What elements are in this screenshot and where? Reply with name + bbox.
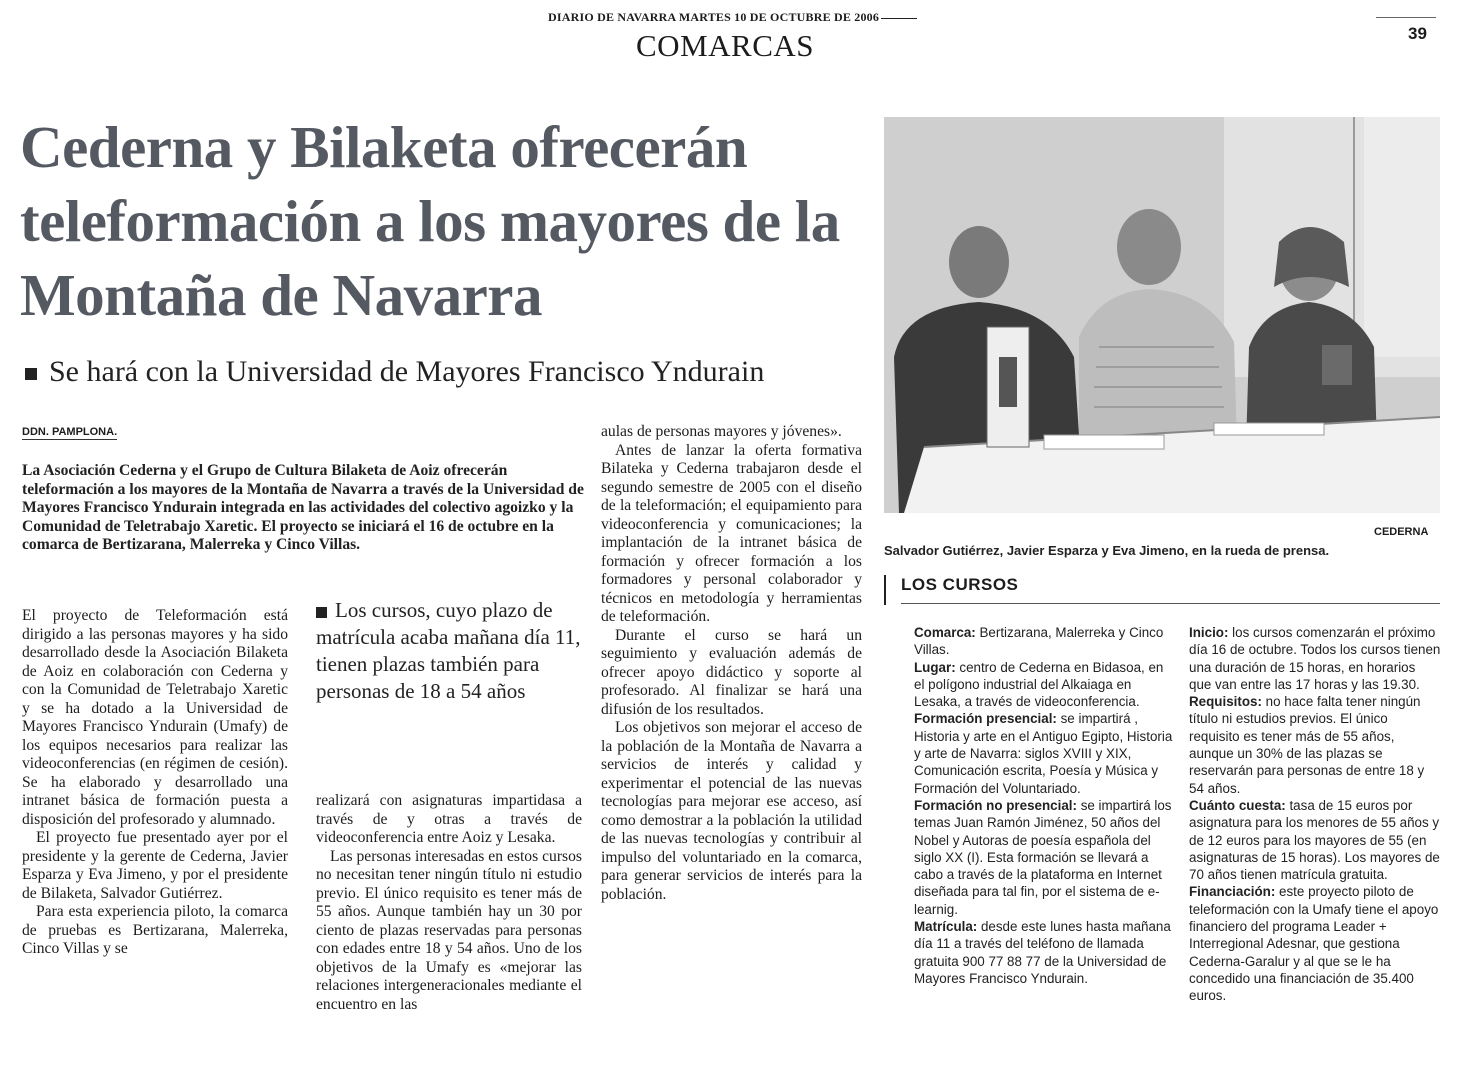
box-item-text: los cursos comenzarán el próximo día 16 de octubre. Todos los cursos tienen una duración de 15 horas, en horarios que van entre las 17 horas y las 19.30. bbox=[1189, 625, 1441, 692]
box-item bbox=[914, 624, 1174, 659]
photo-caption: Salvador Gutiérrez, Javier Esparza y Eva Jimeno, en la rueda de prensa. bbox=[884, 543, 1330, 558]
body-paragraph: El proyecto fue presentado ayer por el presidente y la gerente de Cederna, Javier Esparza y Eva Jimeno, y por el presidente de Bilaketa, Salvador Gutiérrez. bbox=[22, 829, 288, 902]
press-conference-photo bbox=[884, 117, 1440, 513]
box-column-1 bbox=[914, 624, 1174, 987]
box-item bbox=[1189, 883, 1441, 1004]
box-item-label: Matrícula: bbox=[914, 919, 978, 935]
box-item-label: Inicio: bbox=[1189, 625, 1229, 640]
box-item-text: este proyecto piloto de teleformación con la Umafy tiene el apoyo financiero del programa Leader + Interregional Adesnar, que gestiona Cederna-Garalur y al que se le ha concedido una financiación de 35.400 euros. bbox=[1189, 884, 1439, 1004]
box-item-text: se impartirá los temas Juan Ramón Jiménez, 50 años del Nobel y Autoras de poesía española del siglo XX (I). Esta formación se llevará a cabo a través de la plataforma en Internet diseñada para tal fin, por el sistema de e-learnig. bbox=[914, 797, 1172, 917]
section-title: COMARCAS bbox=[636, 28, 814, 63]
page-number: 39 bbox=[1408, 24, 1427, 43]
subheadline-text: Se hará con la Universidad de Mayores Francisco Yndurain bbox=[49, 355, 765, 388]
headline: Cederna y Bilaketa ofrecerán teleformación a los mayores de la Montaña de Navarra bbox=[20, 114, 840, 328]
body-paragraph: Para esta experiencia piloto, la comarca de pruebas es Bertizarana, Malerreka, Cinco Villas y se bbox=[22, 903, 288, 957]
box-item-label: Requisitos: bbox=[1189, 694, 1262, 710]
body-paragraph: Antes de lanzar la oferta formativa Bilateka y Cederna trabajaron desde el segundo semestre de 2005 con el diseño de la teleformación; el equipamiento para videoconferencia y comunicaciones; la implantación de la intranet básica de formación y ofrecer formación a los formadores y personal colaborador y técnicos en metodología y herramientas de teleformación. bbox=[601, 441, 862, 625]
photo-image bbox=[884, 117, 1440, 513]
masthead bbox=[548, 10, 948, 25]
box-item bbox=[914, 710, 1174, 796]
byline: DDN. PAMPLONA. bbox=[22, 426, 118, 438]
box-item bbox=[914, 797, 1174, 918]
box-item-text: tasa de 15 euros por asignatura para los menores de 55 años y de 12 euros para los mayores de 55 (en asignaturas de 15 horas). Los mayores de 70 años tienen matrícula gratuita. bbox=[1189, 797, 1440, 883]
box-accent-rule bbox=[884, 575, 886, 605]
box-item-label: Comarca: bbox=[914, 625, 976, 640]
top-rule bbox=[1376, 17, 1436, 18]
box-item-text: Bertizarana, Malerreka y Cinco Villas. bbox=[914, 625, 1164, 658]
box-item-label: Lugar: bbox=[914, 659, 956, 675]
box-column-2 bbox=[1189, 624, 1441, 1005]
body-column-1 bbox=[22, 607, 288, 959]
box-item-text: centro de Cederna en Bidasoa, en el polígono industrial del Alkaiaga en Lesaka, a través de videoconferencia. bbox=[914, 659, 1164, 710]
bullet-square-icon bbox=[316, 607, 327, 618]
pull-quote-text: Los cursos, cuyo plazo de matrícula acaba mañana día 11, tienen plazas también para personas de 18 a 54 años bbox=[316, 598, 581, 703]
box-item-label: Financiación: bbox=[1189, 884, 1276, 900]
box-item-text: desde este lunes hasta mañana día 11 a través del teléfono de llamada gratuita 900 77 88 77 de la Universidad de Mayores Francisco Yndurain. bbox=[914, 919, 1171, 986]
subheadline bbox=[25, 355, 885, 389]
body-paragraph: Las personas interesadas en estos cursos no necesitan tener ningún título ni estudio previo. El único requisito es tener más de 55 años. Aunque también hay un 30 por ciento de plazas reservadas para personas con edades entre 18 y 54 años. Uno de los objetivos de la Umafy es «mejorar las relaciones intergeneracionales mediante el encuentro en las bbox=[316, 847, 582, 1013]
body-paragraph: Durante el curso se hará un seguimiento y evaluación además de ofrecer apoyo didáctico y soporte al profesorado. Al finalizar se hará una difusión de los resultados. bbox=[601, 626, 862, 718]
body-paragraph: realizará con asignaturas impartidasa a través de y otras a través de videoconferencia entre Aoiz y Lesaka. bbox=[316, 792, 582, 846]
box-item bbox=[1189, 693, 1441, 797]
box-title: LOS CURSOS bbox=[901, 575, 1019, 594]
box-item bbox=[1189, 624, 1441, 693]
box-item-label: Formación no presencial: bbox=[914, 797, 1077, 813]
box-item-label: Cuánto cuesta: bbox=[1189, 797, 1286, 813]
body-column-2 bbox=[316, 792, 582, 1014]
box-item bbox=[1189, 797, 1441, 883]
lead-paragraph: La Asociación Cederna y el Grupo de Cultura Bilaketa de Aoiz ofrecerán teleformación a los mayores de la Montaña de Navarra a través de la Universidad de Mayores Francisco Yndurain integrada en las actividades del colectivo agoizko y la Comunidad de Teletrabajo Xaretic. El proyecto se iniciará el 16 de octubre en la comarca de Bertizarana, Malerreka y Cinco Villas. bbox=[22, 462, 584, 553]
body-paragraph: El proyecto de Teleformación está dirigido a las personas mayores y ha sido desarrollado desde la Asociación Bilaketa de Aoiz en colaboración con Cederna y con la Comunidad de Teletrabajo Xaretic y se ha dotado a la Universidad de Mayores Francisco Yndurain (Umafy) de los equipos necesarios para realizar las videoconferencias (en régimen de cesión). Se ha elaborado y desarrollado una intranet básica de formación puesta a disposición del profesorado y alumnado. bbox=[22, 607, 288, 828]
box-item bbox=[914, 659, 1174, 711]
body-column-3 bbox=[601, 423, 862, 904]
box-item-label: Formación presencial: bbox=[914, 711, 1057, 727]
box-item bbox=[914, 918, 1174, 987]
photo-credit: CEDERNA bbox=[1374, 526, 1429, 538]
bullet-square-icon bbox=[25, 368, 37, 380]
pull-quote bbox=[316, 597, 582, 705]
body-paragraph: aulas de personas mayores y jóvenes». bbox=[601, 423, 842, 440]
masthead-paper: DIARIO DE NAVARRA bbox=[548, 10, 676, 24]
box-item-text: no hace falta tener ningún título ni estudios previos. El único requisito es tener más de 55 años, aunque un 30% de las plazas se reservarán para personas de entre 18 y 54 años. bbox=[1189, 694, 1425, 796]
masthead-date: MARTES 10 DE OCTUBRE DE 2006 bbox=[678, 10, 880, 24]
body-paragraph: Los objetivos son mejorar el acceso de la población de la Montaña de Navarra a servicios de interés y calidad y experimentar el potencial de las nuevas tecnologías para mejorar ese acceso, así como demostrar a la población la utilidad de las nuevas tecnologías y contribuir al impulso del voluntariado en la comarca, para generar servicios de interés para la población. bbox=[601, 719, 862, 903]
box-divider bbox=[901, 603, 1440, 604]
box-item-text: se impartirá , Historia y arte en el Antiguo Egipto, Historia y arte de Navarra: siglos XVIII y XIX, Comunicación escrita, Poesía y Música y Formación del Voluntariado. bbox=[914, 711, 1173, 796]
